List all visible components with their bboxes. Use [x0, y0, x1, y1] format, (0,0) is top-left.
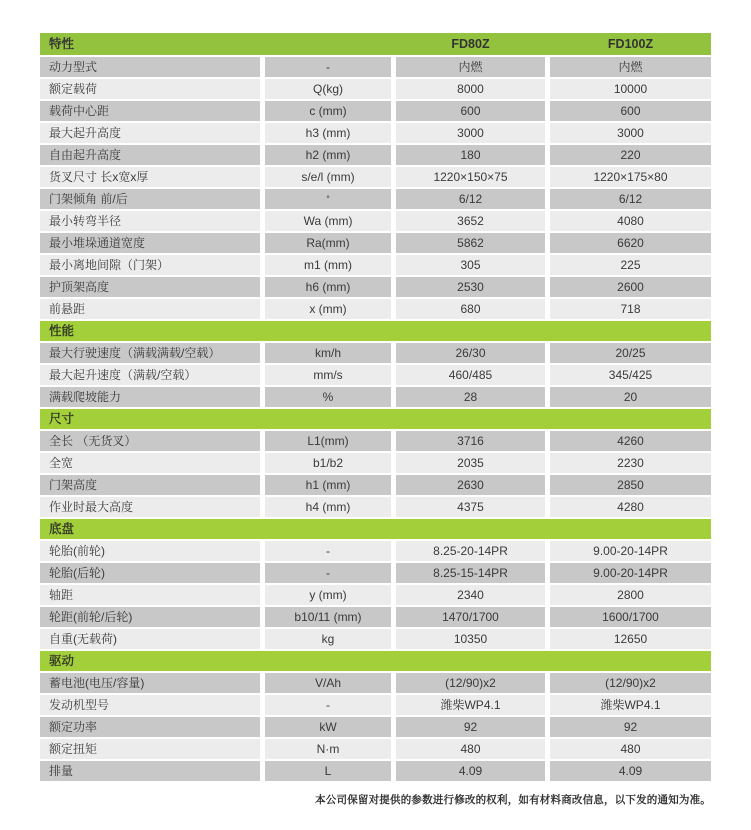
table-row: [40, 299, 711, 319]
spec-value-fd80z: 480: [396, 739, 545, 759]
spec-unit: kW: [265, 717, 391, 737]
table-row: [40, 717, 711, 737]
spec-label: 最小转弯半径: [40, 211, 260, 231]
spec-label: 轮胎(前轮): [40, 541, 260, 561]
spec-value-fd100z: 4260: [550, 431, 711, 451]
spec-value-fd100z: (12/90)x2: [550, 673, 711, 693]
spec-label: 自重(无载荷): [40, 629, 260, 649]
table-row: [40, 431, 711, 451]
spec-value-fd100z: 4080: [550, 211, 711, 231]
spec-label: 最大起升速度（满载/空载）: [40, 365, 260, 385]
spec-unit: m1 (mm): [265, 255, 391, 275]
spec-label: 动力型式: [40, 57, 260, 77]
table-row: [40, 695, 711, 715]
spec-value-fd80z: 4375: [396, 497, 545, 517]
section-header: 驱动: [40, 651, 711, 671]
header-model-fd100z: FD100Z: [607, 37, 654, 51]
spec-unit: -: [265, 695, 391, 715]
spec-value-fd80z: 10350: [396, 629, 545, 649]
spec-value-fd80z: 1220×150×75: [396, 167, 545, 187]
spec-unit: mm/s: [265, 365, 391, 385]
spec-value-fd80z: 6/12: [396, 189, 545, 209]
spec-value-fd80z: 3652: [396, 211, 545, 231]
spec-label: 最小离地间隙（门架）: [40, 255, 260, 275]
spec-value-fd80z: (12/90)x2: [396, 673, 545, 693]
spec-value-fd100z: 225: [550, 255, 711, 275]
header-model-fd80z: FD80Z: [451, 37, 490, 51]
table-row: [40, 189, 711, 209]
spec-label: 前悬距: [40, 299, 260, 319]
spec-value-fd100z: 20/25: [550, 343, 711, 363]
table-row: [40, 167, 711, 187]
disclaimer-text: 本公司保留对提供的参数进行修改的权利，如有材料商改信息，以下发的通知为准。: [315, 794, 711, 806]
spec-value-fd80z: 8000: [396, 79, 545, 99]
table-row: [40, 123, 711, 143]
spec-value-fd100z: 6/12: [550, 189, 711, 209]
spec-table: [40, 33, 711, 781]
spec-label: 货叉尺寸 长x宽x厚: [40, 167, 260, 187]
spec-label: 额定载荷: [40, 79, 260, 99]
spec-value-fd100z: 9.00-20-14PR: [550, 563, 711, 583]
spec-unit: L1(mm): [265, 431, 391, 451]
spec-unit: b10/11 (mm): [265, 607, 391, 627]
table-row: [40, 387, 711, 407]
spec-value-fd80z: 180: [396, 145, 545, 165]
table-row: [40, 79, 711, 99]
table-row: [40, 233, 711, 253]
spec-value-fd80z: 8.25-20-14PR: [396, 541, 545, 561]
spec-value-fd80z: 8.25-15-14PR: [396, 563, 545, 583]
spec-unit: Q(kg): [265, 79, 391, 99]
table-row: [40, 255, 711, 275]
spec-value-fd100z: 480: [550, 739, 711, 759]
spec-value-fd80z: 2630: [396, 475, 545, 495]
table-row: [40, 563, 711, 583]
spec-value-fd100z: 20: [550, 387, 711, 407]
spec-value-fd80z: 2530: [396, 277, 545, 297]
spec-label: 轮胎(后轮): [40, 563, 260, 583]
spec-label: 最小堆垛通道宽度: [40, 233, 260, 253]
spec-unit: -: [265, 541, 391, 561]
header-unit-label: [265, 33, 391, 55]
spec-label: 满载爬坡能力: [40, 387, 260, 407]
spec-label: 作业时最大高度: [40, 497, 260, 517]
spec-unit: %: [265, 387, 391, 407]
spec-value-fd80z: 内燃: [396, 57, 545, 77]
spec-unit: V/Ah: [265, 673, 391, 693]
spec-value-fd100z: 1600/1700: [550, 607, 711, 627]
spec-value-fd80z: 28: [396, 387, 545, 407]
spec-value-fd80z: 680: [396, 299, 545, 319]
spec-value-fd80z: 600: [396, 101, 545, 121]
spec-unit: c (mm): [265, 101, 391, 121]
spec-label: 额定扭矩: [40, 739, 260, 759]
spec-value-fd80z: 305: [396, 255, 545, 275]
spec-value-fd100z: 718: [550, 299, 711, 319]
spec-value-fd100z: 220: [550, 145, 711, 165]
table-row: [40, 607, 711, 627]
table-row: [40, 453, 711, 473]
table-row: [40, 497, 711, 517]
spec-value-fd100z: 4280: [550, 497, 711, 517]
table-header-row: [40, 33, 711, 55]
spec-unit: -: [265, 563, 391, 583]
spec-value-fd100z: 3000: [550, 123, 711, 143]
section-header: 底盘: [40, 519, 711, 539]
spec-value-fd100z: 2230: [550, 453, 711, 473]
table-row: [40, 475, 711, 495]
spec-value-fd100z: 92: [550, 717, 711, 737]
table-body: [40, 57, 711, 781]
spec-unit: h4 (mm): [265, 497, 391, 517]
spec-label: 门架高度: [40, 475, 260, 495]
spec-unit: b1/b2: [265, 453, 391, 473]
spec-value-fd80z: 460/485: [396, 365, 545, 385]
spec-unit: h3 (mm): [265, 123, 391, 143]
table-row: [40, 585, 711, 605]
table-row: [40, 211, 711, 231]
spec-unit: N·m: [265, 739, 391, 759]
spec-value-fd100z: 9.00-20-14PR: [550, 541, 711, 561]
spec-value-fd80z: 5862: [396, 233, 545, 253]
spec-unit: km/h: [265, 343, 391, 363]
table-row: [40, 673, 711, 693]
spec-value-fd100z: 内燃: [550, 57, 711, 77]
table-row: [40, 145, 711, 165]
spec-label: 全宽: [40, 453, 260, 473]
spec-unit: L: [265, 761, 391, 781]
spec-unit: h6 (mm): [265, 277, 391, 297]
spec-value-fd100z: 2800: [550, 585, 711, 605]
table-row: [40, 739, 711, 759]
spec-label: 排量: [40, 761, 260, 781]
spec-label: 护顶架高度: [40, 277, 260, 297]
spec-unit: Ra(mm): [265, 233, 391, 253]
spec-unit: h1 (mm): [265, 475, 391, 495]
table-row: [40, 541, 711, 561]
spec-label: 最大行驶速度（满载满载/空载）: [40, 343, 260, 363]
table-row: [40, 277, 711, 297]
spec-label: 全长 （无货叉）: [40, 431, 260, 451]
spec-unit: h2 (mm): [265, 145, 391, 165]
spec-value-fd100z: 10000: [550, 79, 711, 99]
spec-label: 轴距: [40, 585, 260, 605]
spec-value-fd100z: 潍柴WP4.1: [550, 695, 711, 715]
spec-unit: Wa (mm): [265, 211, 391, 231]
spec-unit: °: [265, 189, 391, 209]
spec-unit: x (mm): [265, 299, 391, 319]
spec-label: 门架倾角 前/后: [40, 189, 260, 209]
spec-value-fd100z: 12650: [550, 629, 711, 649]
section-header: 尺寸: [40, 409, 711, 429]
table-row: [40, 101, 711, 121]
spec-value-fd100z: 600: [550, 101, 711, 121]
spec-label: 轮距(前轮/后轮): [40, 607, 260, 627]
spec-label: 载荷中心距: [40, 101, 260, 121]
spec-label: 自由起升高度: [40, 145, 260, 165]
spec-value-fd100z: 2600: [550, 277, 711, 297]
table-row: [40, 761, 711, 781]
spec-value-fd80z: 潍柴WP4.1: [396, 695, 545, 715]
spec-value-fd100z: 4.09: [550, 761, 711, 781]
spec-unit: -: [265, 57, 391, 77]
spec-unit: y (mm): [265, 585, 391, 605]
spec-value-fd100z: 6620: [550, 233, 711, 253]
spec-value-fd80z: 2340: [396, 585, 545, 605]
spec-value-fd80z: 92: [396, 717, 545, 737]
table-row: [40, 343, 711, 363]
header-feature-label: 特性: [49, 37, 75, 51]
table-row: [40, 57, 711, 77]
section-header: 性能: [40, 321, 711, 341]
spec-unit: s/e/l (mm): [265, 167, 391, 187]
spec-value-fd100z: 1220×175×80: [550, 167, 711, 187]
spec-value-fd80z: 26/30: [396, 343, 545, 363]
table-row: [40, 629, 711, 649]
spec-value-fd100z: 345/425: [550, 365, 711, 385]
spec-label: 蓄电池(电压/容量): [40, 673, 260, 693]
spec-label: 额定功率: [40, 717, 260, 737]
spec-value-fd80z: 2035: [396, 453, 545, 473]
spec-value-fd80z: 3000: [396, 123, 545, 143]
spec-label: 最大起升高度: [40, 123, 260, 143]
spec-label: 发动机型号: [40, 695, 260, 715]
spec-value-fd100z: 2850: [550, 475, 711, 495]
spec-value-fd80z: 4.09: [396, 761, 545, 781]
table-row: [40, 365, 711, 385]
spec-value-fd80z: 3716: [396, 431, 545, 451]
spec-value-fd80z: 1470/1700: [396, 607, 545, 627]
spec-unit: kg: [265, 629, 391, 649]
